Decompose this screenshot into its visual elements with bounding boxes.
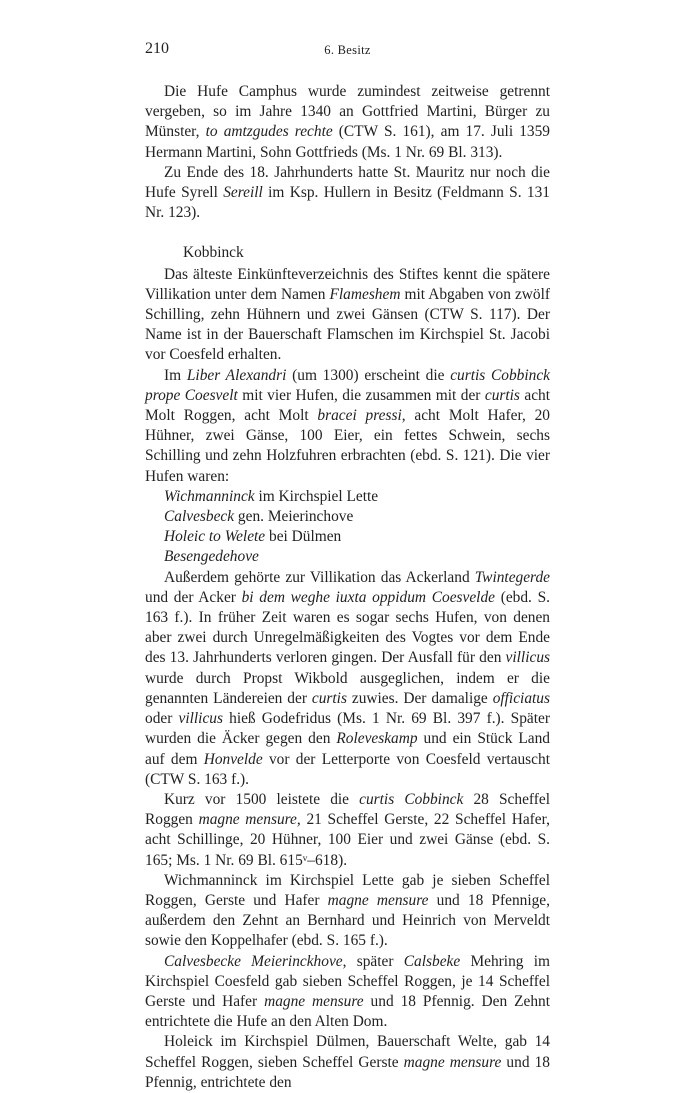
section-heading: Kobbinck (183, 244, 244, 262)
italic-term: magne mensure (327, 891, 429, 909)
section-gap (145, 223, 550, 243)
text-run: und 18 Pfennige, außerdem den Zehnt an Bernhard und Heinrich von Merveldt sowie den Koppelhafer (ebd. S. 165 f.). (145, 891, 550, 950)
text-run: bei Dülmen (265, 528, 342, 546)
list-item (145, 507, 550, 527)
text-run: (ebd. S. 163 f.). In früher Zeit waren es sogar sechs Hufen, von denen aber zwei durch Unregelmäßigkeiten des Vogtes vor dem Ende des 13. Jahrhunderts verloren gingen. Der Ausfall für den (145, 588, 550, 667)
italic-term: bracei pressi (317, 407, 402, 425)
italic-term: Sereill (223, 184, 263, 202)
text-run: 28 Scheffel Roggen (145, 790, 550, 829)
text-run: Außerdem gehörte zur Villikation das Ackerland (164, 568, 475, 586)
list-item (145, 547, 550, 567)
paragraph (145, 163, 550, 224)
italic-term: Calvesbecke Meierinckhove (164, 952, 343, 970)
text-run: (um 1300) erscheint die (286, 366, 451, 384)
italic-term: Calsbeke (403, 952, 461, 970)
body-text (145, 82, 550, 1093)
text-run: Kurz vor 1500 leistete die (164, 790, 360, 808)
italic-term: curtis (311, 689, 347, 707)
italic-term: magne mensure (264, 992, 364, 1010)
text-run: acht Molt Roggen, acht Molt (145, 386, 550, 425)
italic-term: Honvelde (203, 750, 263, 768)
italic-term: Besengedehove (164, 548, 259, 566)
text-run: vor der Letterporte von Coesfeld vertauscht (CTW S. 163 f.). (145, 750, 550, 788)
section-kobbinck-intro (145, 265, 550, 487)
text-run: und ein Stück Land auf dem (145, 730, 550, 768)
paragraph (145, 568, 550, 790)
italic-term: officiatus (492, 689, 550, 707)
text-run: und der Acker (145, 588, 242, 606)
paragraph (145, 871, 550, 952)
text-run: oder (145, 710, 179, 728)
list-item (145, 527, 550, 547)
text-run: Im (164, 366, 187, 384)
text-run: wurde durch Propst Wikbold ausgeglichen, indem er die genannten Ländereien der (145, 669, 550, 707)
text-run: , später (342, 952, 404, 970)
text-run: (CTW S. 161), am 17. Juli 1359 Hermann Martini, Sohn Gottfrieds (Ms. 1 Nr. 69 Bl. 313). (145, 123, 550, 161)
text-run: Die Hufe Camphus wurde zumindest zeitweise getrennt vergeben, so im Jahre 1340 an Gottfried Martini, Bürger zu Münster, (145, 83, 550, 141)
text-run: hieß Godefridus (Ms. 1 Nr. 69 Bl. 397 f.). Später wurden die Äcker gegen den (145, 710, 550, 748)
italic-term: Holeic to Welete (164, 528, 266, 546)
text-run: im Ksp. Hullern in Besitz (Feldmann S. 131 Nr. 123). (145, 184, 550, 222)
italic-term: Wichmanninck (164, 487, 255, 505)
text-run: Holeick im Kirchspiel Dülmen, Bauerschaft Welte, gab 14 Scheffel Roggen, sieben Scheffel Gerste (145, 1033, 550, 1071)
italic-term: villicus (505, 649, 550, 667)
italic-term: Calvesbeck (164, 508, 235, 526)
paragraph (145, 366, 550, 487)
page-number: 210 (145, 40, 169, 57)
text-run: gen. Meierinchove (234, 508, 354, 526)
italic-term: magne mensure (403, 1053, 502, 1071)
section-intro (145, 82, 550, 223)
section-kobbinck-detail (145, 568, 550, 1093)
italic-term: to amtzgudes rechte (205, 123, 333, 141)
italic-term: Twintegerde (474, 568, 550, 586)
paragraph (145, 952, 550, 1033)
italic-term: curtis (484, 386, 520, 404)
italic-term: Flameshem (329, 285, 401, 303)
paragraph (145, 265, 550, 366)
italic-term: Liber Alexandri (186, 366, 287, 384)
italic-term: Roleveskamp (336, 730, 418, 748)
text-run: Zu Ende des 18. Jahrhunderts hatte St. Mauritz nur noch die Hufe Syrell (145, 163, 550, 202)
text-run: mit Abgaben von zwölf Schilling, zehn Hühnern und zwei Gänsen (CTW S. 117). Der Name ist in der Bauerschaft Flamschen im Kirchspiel St. Jacobi vor Coesfeld erhalten. (145, 285, 550, 364)
text-run: im Kirchspiel Lette (254, 487, 379, 505)
text-run: und 18 Pfennig. Den Zehnt entrichtete die Hufe an den Alten Dom. (145, 992, 551, 1031)
paragraph (145, 790, 550, 871)
text-run: zuwies. Der damalige (346, 689, 493, 707)
list-item (145, 487, 550, 507)
text-run: , 21 Scheffel Gerste, 22 Scheffel Hafer, acht Schillinge, 20 Hühner, 100 Eier und zwei Gänse (ebd. S. 165; Ms. 1 Nr. 69 Bl. 615ᵛ–618). (145, 811, 550, 869)
italic-term: bi dem weghe iuxta oppidum (241, 588, 427, 606)
paragraph (145, 1032, 550, 1093)
text-run: und 18 Pfennig, entrichtete den (145, 1053, 550, 1091)
text-run: mit vier Hufen, die zusammen mit der (237, 386, 485, 404)
italic-term: Coesvelde (431, 588, 495, 606)
italic-term: villicus (178, 710, 223, 728)
italic-term: magne mensure (198, 811, 297, 829)
hufen-list (145, 487, 550, 568)
italic-term: curtis Cobbinck (359, 790, 464, 808)
text-run: Wichmanninck im Kirchspiel Lette gab je sieben Scheffel Roggen, Gerste und Hafer (145, 871, 550, 909)
italic-term: curtis Cobbinck prope Coesvelt (145, 366, 550, 404)
running-title: 6. Besitz (324, 43, 371, 57)
text-run: , acht Molt Hafer, 20 Hühner, zwei Gänse, 100 Eier, ein fettes Schwein, sechs Schilling und zehn Holzfuhren erbrachten (ebd. S. 121). Die vier Hufen waren: (145, 407, 551, 485)
text-run: Mehring im Kirchspiel Coesfeld gab sieben Scheffel Roggen, je 14 Scheffel Gerste und Hafer (145, 952, 550, 1010)
text-run: Das älteste Einkünfteverzeichnis des Stiftes kennt die spätere Villikation unter dem Namen (145, 265, 550, 303)
page-header (145, 40, 550, 66)
paragraph (145, 82, 550, 163)
